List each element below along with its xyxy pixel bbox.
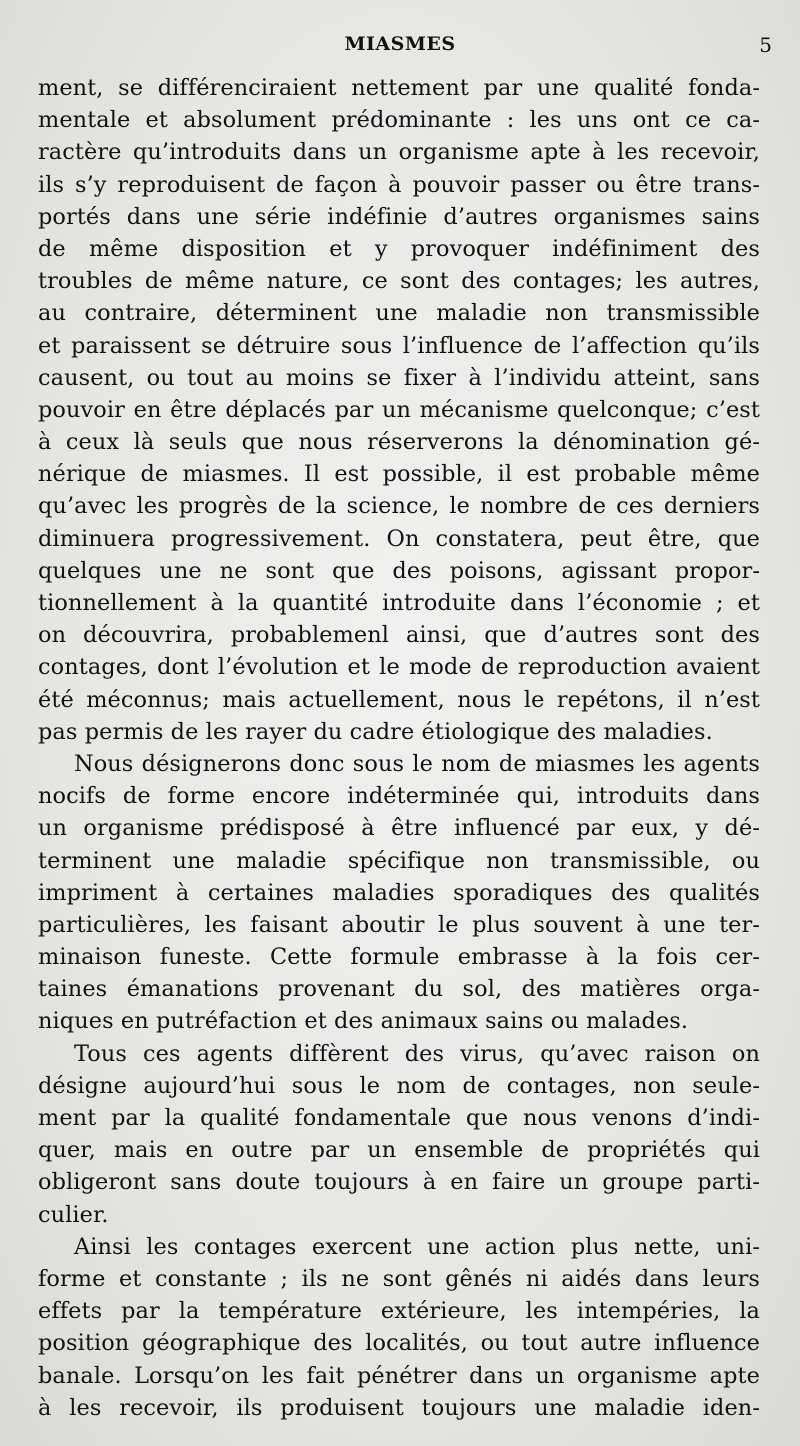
text-line: effets par la température extérieure, les intempéries, la bbox=[38, 1298, 760, 1325]
text-line: ment par la qualité fondamentale que nous venons d’indi- bbox=[38, 1105, 760, 1131]
text-line: à ceux là seuls que nous réserverons la dénomination gé- bbox=[38, 429, 760, 456]
text-line: tionnellement à la quantité introduite dans l’économie ; et bbox=[38, 590, 760, 616]
body-text bbox=[38, 72, 760, 1424]
text-line: un organisme prédisposé à être influencé par eux, y dé- bbox=[38, 815, 760, 842]
text-line: terminent une maladie spécifique non transmissible, ou bbox=[38, 847, 760, 874]
text-line: nocifs de forme encore indéterminée qui, introduits dans bbox=[38, 783, 760, 810]
text-line: et paraissent se détruire sous l’influence de l’affection qu’ils bbox=[38, 332, 760, 359]
text-line: ils s’y reproduisent de façon à pouvoir passer ou être trans- bbox=[38, 171, 760, 198]
paragraph-first-line: Tous ces agents diffèrent des virus, qu’avec raison on bbox=[74, 1040, 760, 1067]
text-line: quer, mais en outre par un ensemble de propriétés qui bbox=[38, 1137, 760, 1164]
text-line: pas permis de les rayer du cadre étiologique des maladies. bbox=[38, 718, 713, 745]
text-line: ment, se différenciraient nettement par une qualité fonda- bbox=[38, 75, 760, 101]
text-line: particulières, les faisant aboutir le plus souvent à une ter- bbox=[38, 911, 760, 938]
text-line: culier. bbox=[38, 1201, 109, 1228]
text-line: contages, dont l’évolution et le mode de reproduction avaient bbox=[38, 654, 760, 681]
paragraph-first-line: Nous désignerons donc sous le nom de miasmes les agents bbox=[74, 750, 760, 777]
text-line: quelques une ne sont que des poisons, agissant propor- bbox=[38, 557, 760, 584]
text-line: à les recevoir, ils produisent toujours une maladie iden- bbox=[38, 1394, 760, 1421]
text-line: minaison funeste. Cette formule embrasse à la fois cer- bbox=[38, 944, 760, 971]
paragraph-first-line: Ainsi les contages exercent une action plus nette, uni- bbox=[74, 1233, 760, 1260]
text-line: forme et constante ; ils ne sont gênés ni aidés dans leurs bbox=[38, 1265, 760, 1292]
text-line: niques en putréfaction et des animaux sains ou malades. bbox=[38, 1008, 689, 1035]
text-line: pouvoir en être déplacés par un mécanisme quelconque; c’est bbox=[38, 396, 760, 423]
text-line: diminuera progressivement. On constatera, peut être, que bbox=[38, 525, 760, 552]
text-line: position géographique des localités, ou tout autre influence bbox=[38, 1330, 760, 1357]
text-line: impriment à certaines maladies sporadiques des qualités bbox=[38, 879, 760, 906]
text-line: au contraire, déterminent une maladie non transmissible bbox=[38, 300, 760, 327]
text-line: causent, ou tout au moins se fixer à l’individu atteint, sans bbox=[38, 364, 760, 391]
text-line: qu’avec les progrès de la science, le nombre de ces derniers bbox=[38, 493, 760, 520]
text-line: portés dans une série indéfinie d’autres organismes sains bbox=[38, 203, 760, 230]
text-line: mentale et absolument prédominante : les uns ont ce ca- bbox=[38, 107, 760, 134]
text-line: troubles de même nature, ce sont des contages; les autres, bbox=[38, 268, 760, 295]
running-title: MIASMES bbox=[344, 33, 456, 55]
text-line: de même disposition et y provoquer indéfiniment des bbox=[38, 235, 760, 262]
text-line: on découvrira, probablemenl ainsi, que d’autres sont des bbox=[38, 622, 760, 649]
text-line: ractère qu’introduits dans un organisme apte à les recevoir, bbox=[38, 139, 760, 166]
text-line: nérique de miasmes. Il est possible, il est probable même bbox=[38, 461, 760, 488]
text-line: obligeront sans doute toujours à en faire un groupe parti- bbox=[38, 1169, 760, 1196]
text-line: désigne aujourd’hui sous le nom de contages, non seule- bbox=[38, 1072, 760, 1099]
text-line: banale. Lorsqu’on les fait pénétrer dans un organisme apte bbox=[38, 1362, 760, 1389]
text-line: été méconnus; mais actuellement, nous le repétons, il n’est bbox=[38, 686, 760, 713]
text-line: taines émanations provenant du sol, des matières orga- bbox=[38, 976, 760, 1003]
page-header bbox=[0, 33, 800, 59]
page-number: 5 bbox=[759, 33, 772, 57]
